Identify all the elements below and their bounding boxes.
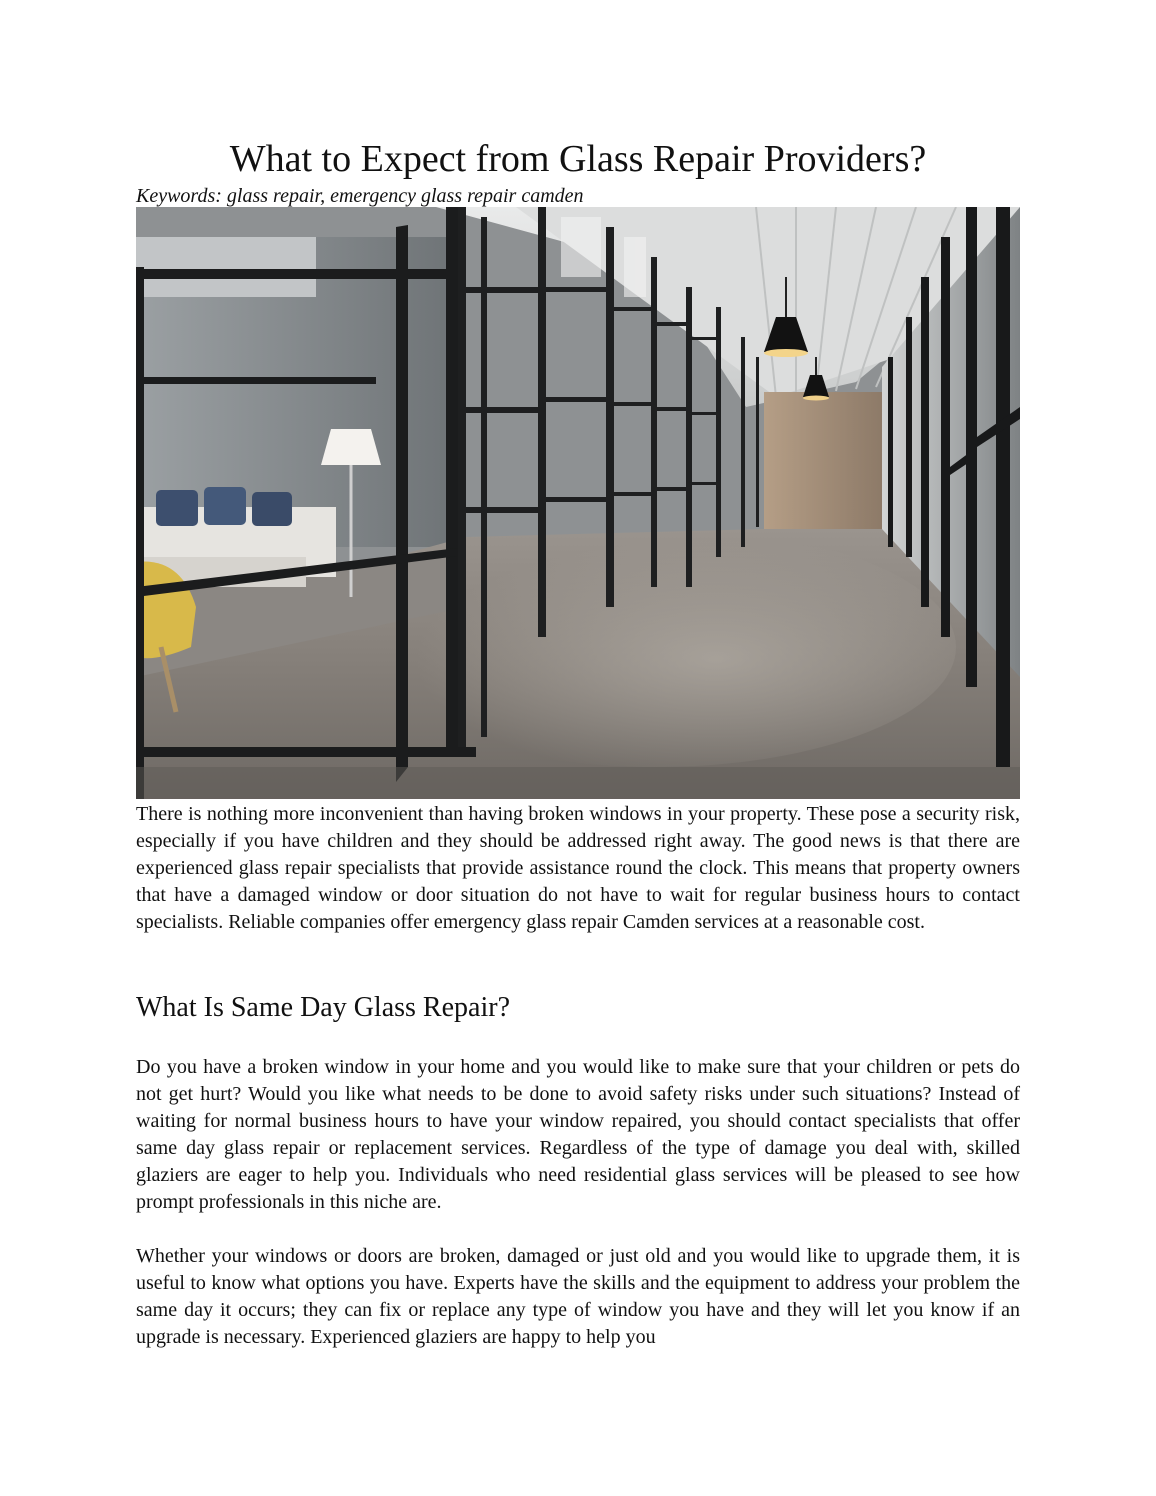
keywords-line: Keywords: glass repair, emergency glass repair camden — [136, 185, 584, 207]
office-corridor-photo — [136, 207, 1020, 799]
intro-paragraph: There is nothing more inconvenient than having broken windows in your property. These pose a security risk, especially if you have children and they should be addressed right away. The good news is that there are experienced glass repair specialists that provide assistance round the clock. This means that property owners that have a damaged window or door situation do not have to wait for regular business hours to contact specialists. Reliable companies offer emergency glass repair Camden services at a reasonable cost. — [136, 803, 1020, 933]
same-day-paragraph: Do you have a broken window in your home and you would like to make sure that your children or pets do not get hurt? Would you like what needs to be done to avoid safety risks under such situations? Instead of waiting for normal business hours to have your window repaired, you should contact specialists that offer same day glass repair or replacement services. Regardless of the type of damage you deal with, skilled glaziers are eager to help you. Individuals who need residential glass services will be pleased to see how prompt professionals in this niche are. — [136, 1056, 1020, 1213]
options-paragraph: Whether your windows or doors are broken, damaged or just old and you would like to upgrade them, it is useful to know what options you have. Experts have the skills and the equipment to address your problem the same day it occurs; they can fix or replace any type of window you have and they will let you know if an upgrade is necessary. Experienced glaziers are happy to help you — [136, 1245, 1020, 1348]
section-heading: What Is Same Day Glass Repair? — [136, 992, 510, 1023]
document-title: What to Expect from Glass Repair Providers? — [229, 138, 927, 180]
